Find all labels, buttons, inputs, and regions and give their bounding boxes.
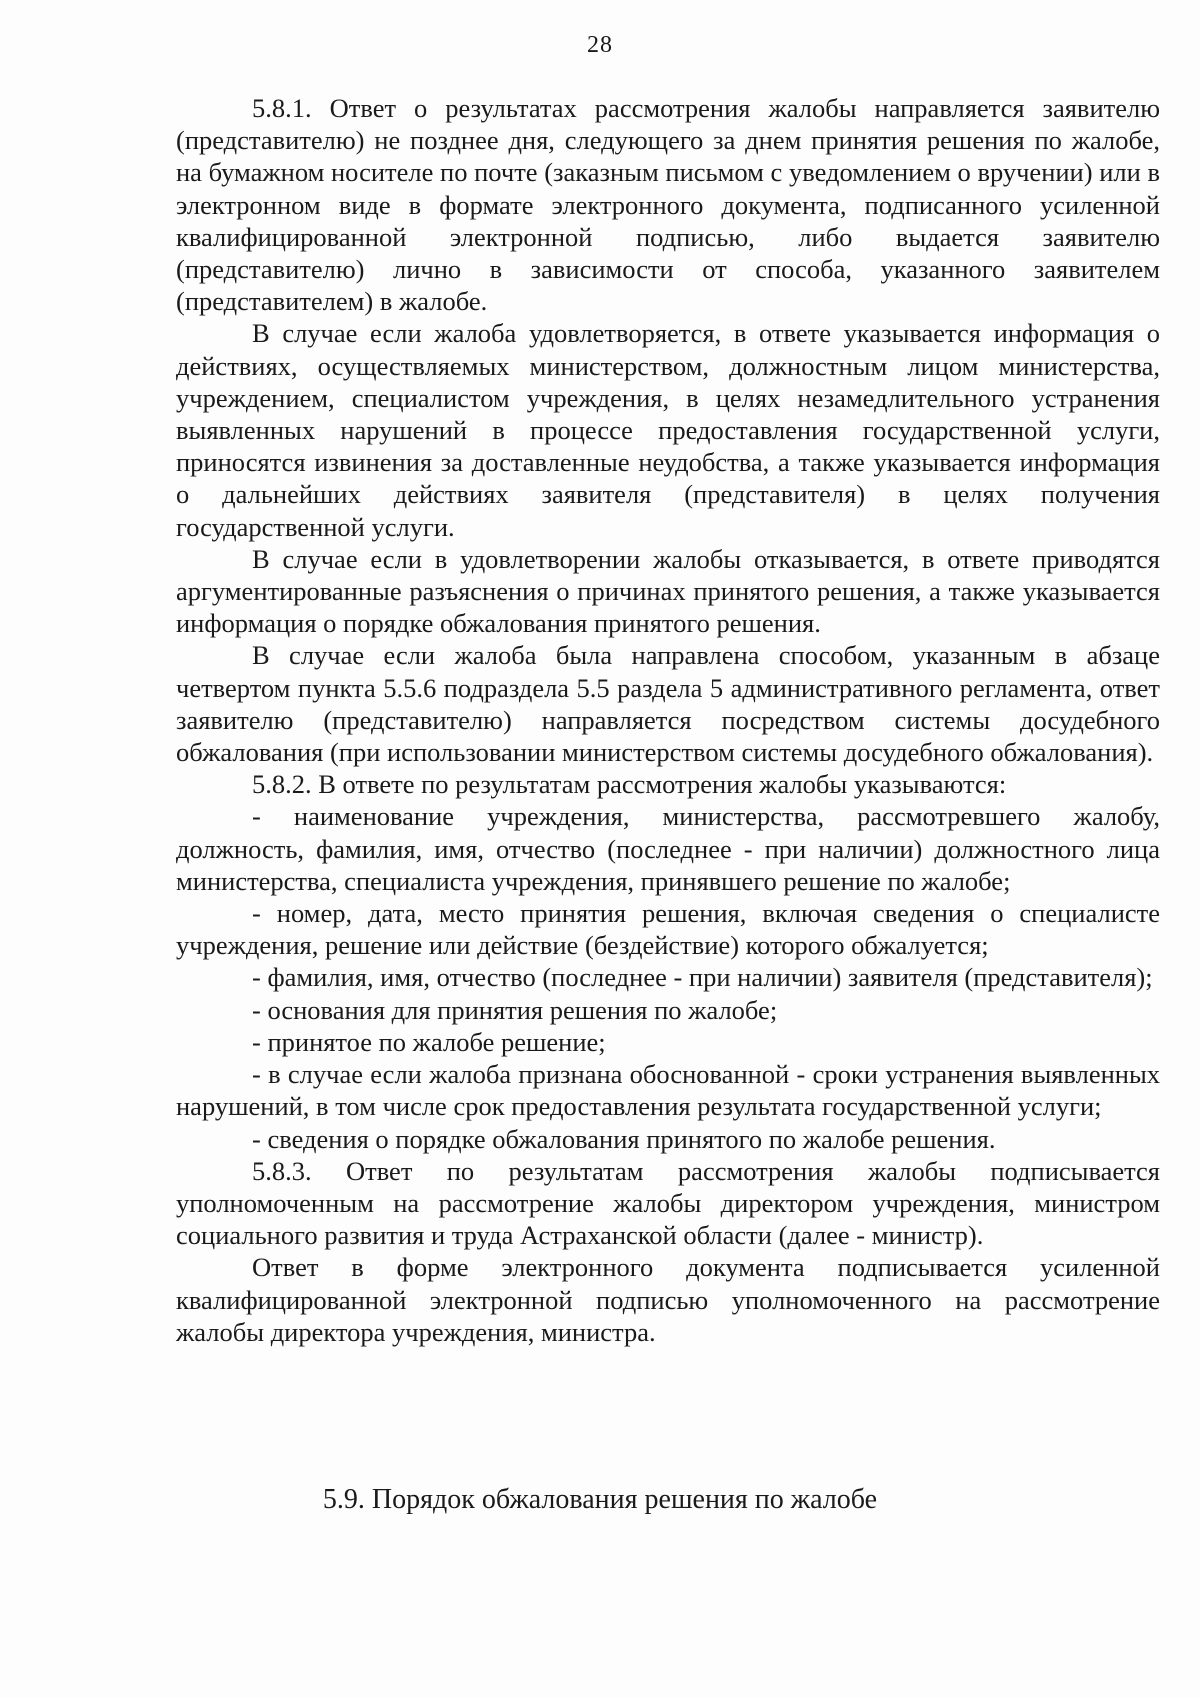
list-item: - сведения о порядке обжалования принятого по жалобе решения. bbox=[252, 1123, 996, 1154]
paragraph-5-8-3: 5.8.3. Ответ по результатам рассмотрения жалобы подписывается уполномоченным на рассмотрение жалобы директором учреждения, министром социального развития и труда Астраханской области (далее - министр). bbox=[176, 1155, 1160, 1251]
paragraph-complaint-rejected: В случае если в удовлетворении жалобы отказывается, в ответе приводятся аргументированные разъяснения о причинах принятого решения, а также указывается информация о порядке обжалования принятого решения. bbox=[176, 543, 1160, 639]
page-number: 28 bbox=[587, 32, 613, 58]
paragraph-5-8-1: 5.8.1. Ответ о результатах рассмотрения жалобы направляется заявителю (представителю) не позднее дня, следующего за днем принятия решения по жалобе, на бумажном носителе по почте (заказным письмом с уведомлением о вручении) или в электронном виде в формате электронного документа, подписанного усиленной квалифицированной электронной подписью, либо выдается заявителю (представителю) лично в зависимости от способа, указанного заявителем (представителем) в жалобе. bbox=[176, 93, 1160, 317]
list-item: - номер, дата, место принятия решения, включая сведения о специалисте учреждения, решение или действие (бездействие) которого обжалуется; bbox=[176, 898, 1160, 961]
paragraph-pretrial-system: В случае если жалоба была направлена способом, указанным в абзаце четвертом пункта 5.5.6 подраздела 5.5 раздела 5 административного регламента, ответ заявителю (представителю) направляется посредством системы досудебного обжалования (при использовании министерством системы досудебного обжалования). bbox=[176, 640, 1160, 768]
list-item: - наименование учреждения, министерства, рассмотревшего жалобу, должность, фамилия, имя, отчество (последнее - при наличии) должностного лица министерства, специалиста учреждения, принявшего решение по жалобе; bbox=[176, 801, 1160, 896]
list-item: - в случае если жалоба признана обоснованной - сроки устранения выявленных нарушений, в том числе срок предоставления результата государственной услуги; bbox=[176, 1059, 1160, 1122]
body-text bbox=[176, 92, 1160, 1348]
section-heading: 5.9. Порядок обжалования решения по жалобе bbox=[322, 1484, 878, 1515]
list-item: - фамилия, имя, отчество (последнее - при наличии) заявителя (представителя); bbox=[252, 962, 1153, 993]
list-item: - принятое по жалобе решение; bbox=[252, 1026, 606, 1057]
paragraph-5-8-2: 5.8.2. В ответе по результатам рассмотрения жалобы указываются: bbox=[252, 769, 1007, 800]
paragraph-complaint-satisfied: В случае если жалоба удовлетворяется, в ответе указывается информация о действиях, осуществляемых министерством, должностным лицом министерства, учреждением, специалистом учреждения, в целях незамедлительного устранения выявленных нарушений в процессе предоставления государственной услуги, приносятся извинения за доставленные неудобства, а также указывается информация о дальнейших действиях заявителя (представителя) в целях получения государственной услуги. bbox=[176, 318, 1160, 542]
list-item: - основания для принятия решения по жалобе; bbox=[252, 994, 778, 1025]
paragraph-electronic-signature: Ответ в форме электронного документа подписывается усиленной квалифицированной электронной подписью уполномоченного на рассмотрение жалобы директора учреждения, министра. bbox=[176, 1252, 1160, 1347]
